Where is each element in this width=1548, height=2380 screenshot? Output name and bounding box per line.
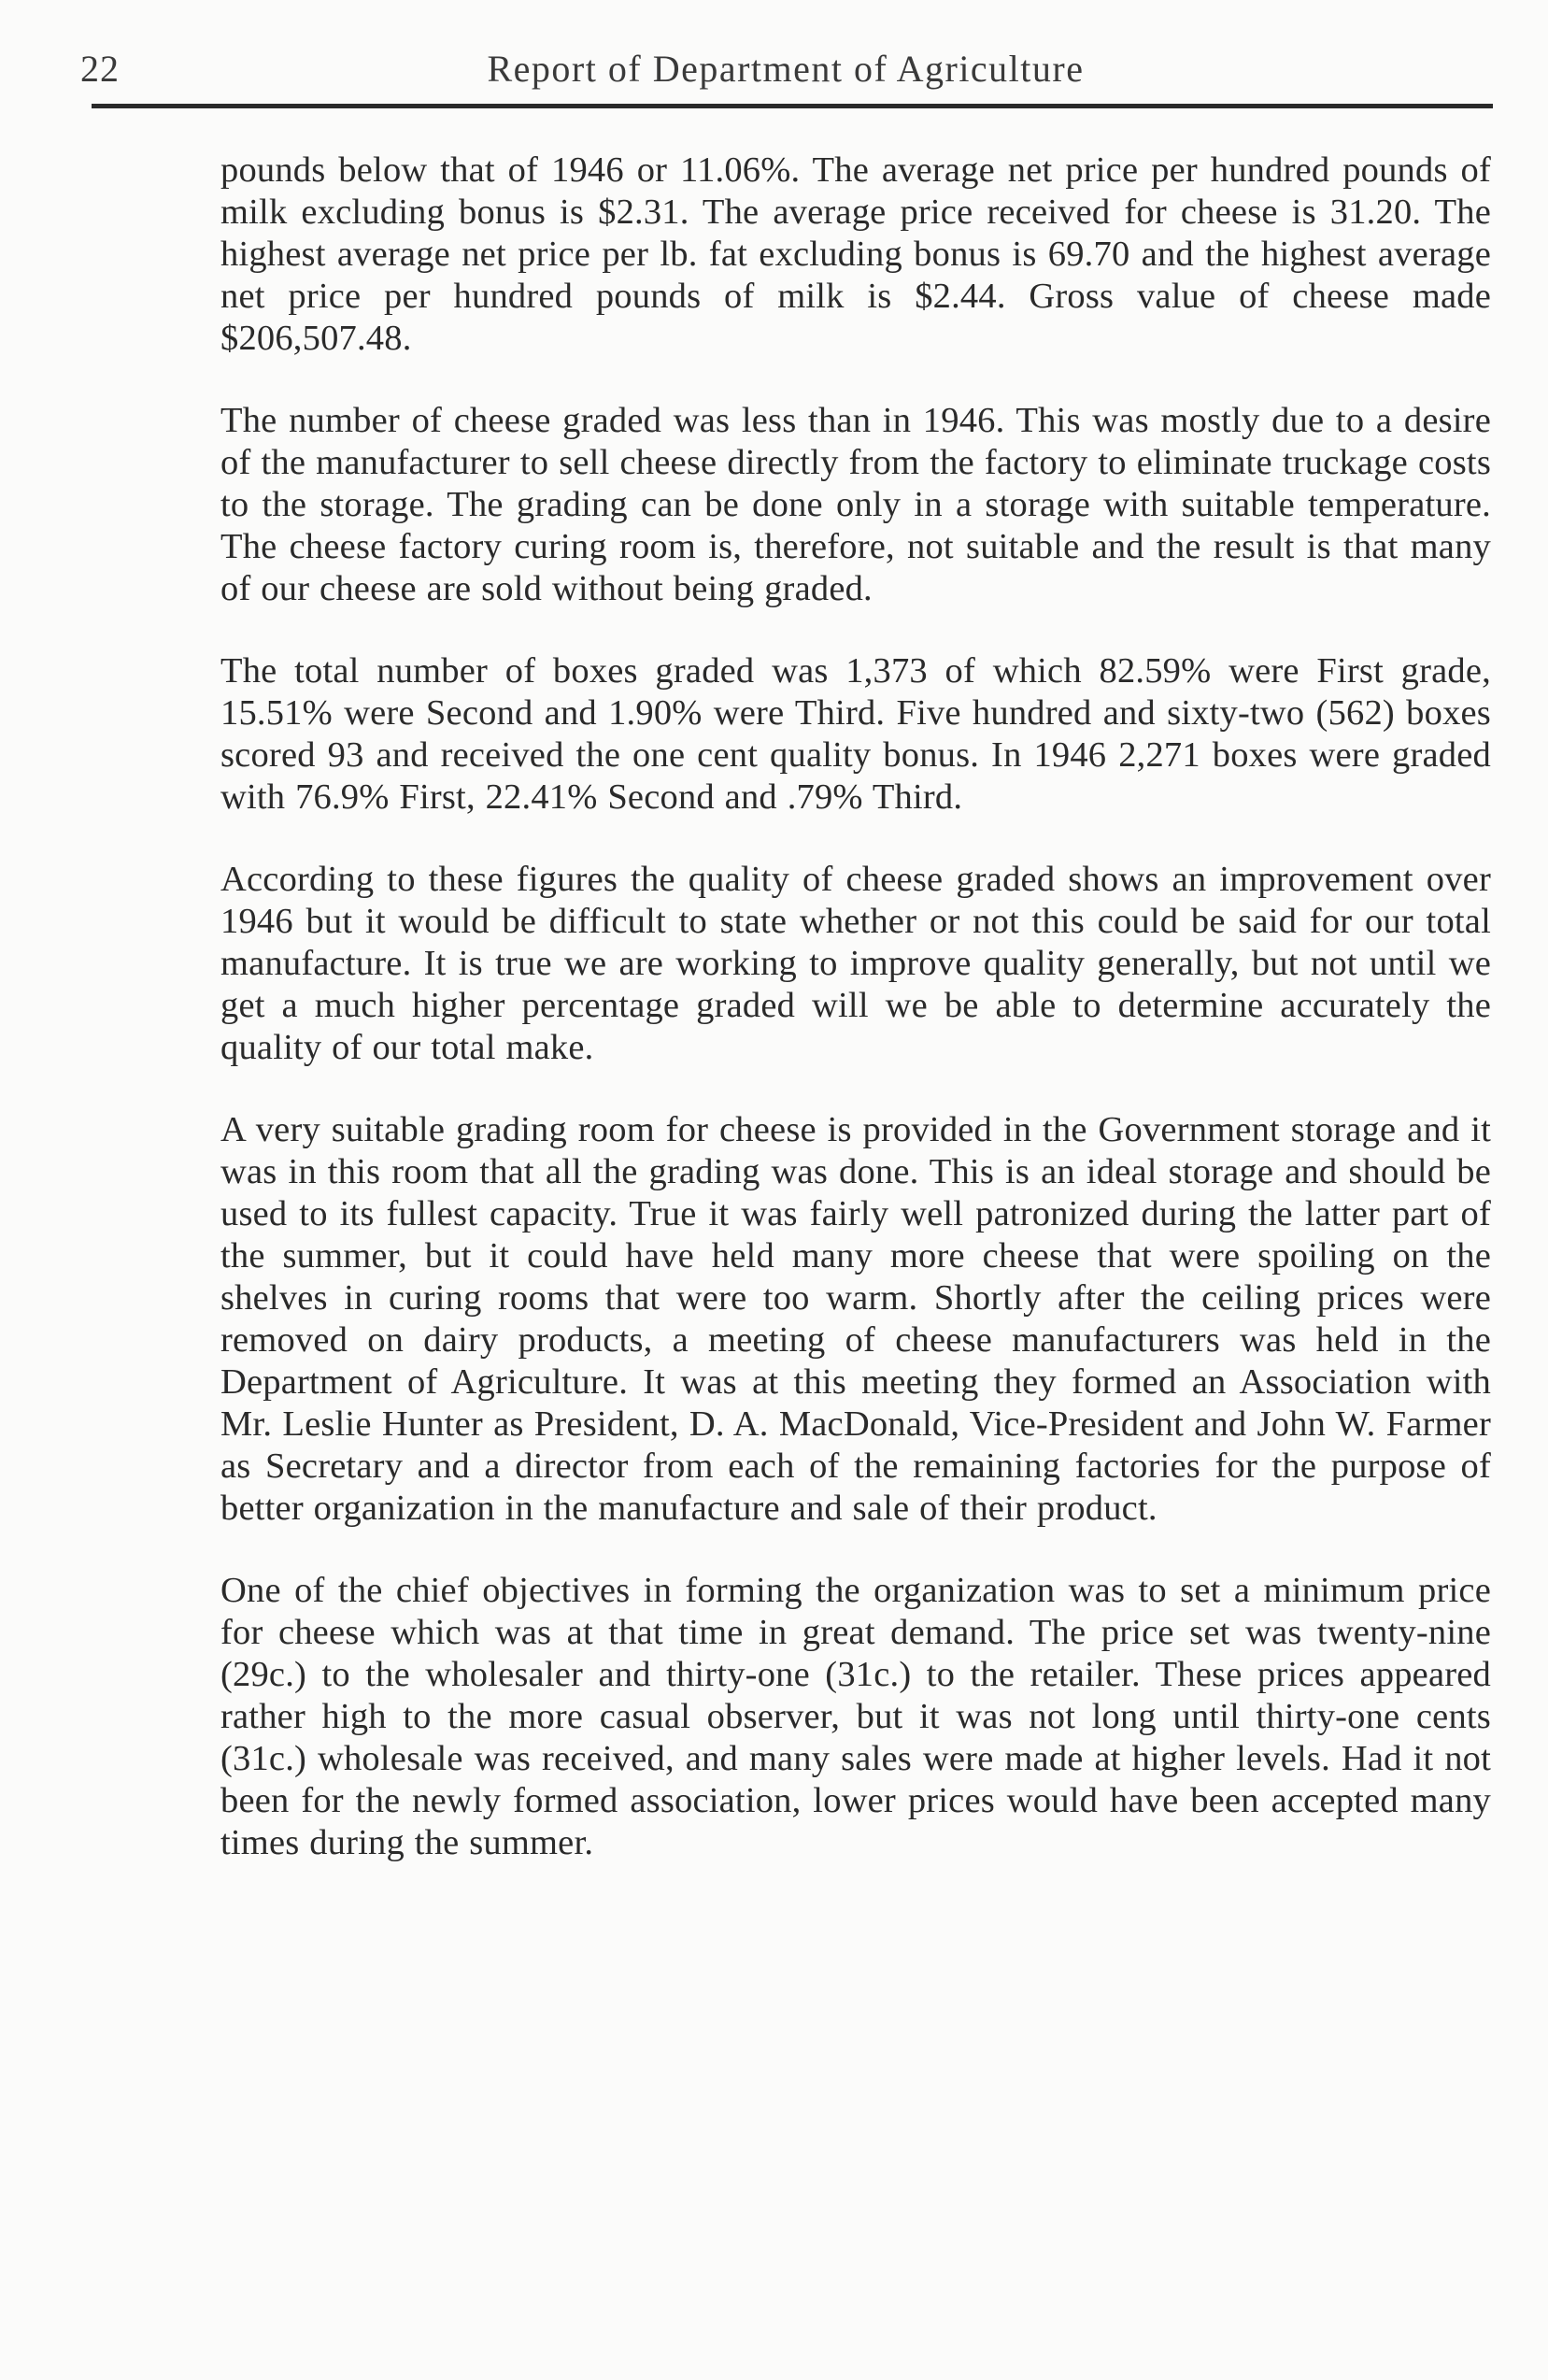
paragraph: The total number of boxes graded was 1,373 of which 82.59% were First grade, 15.51% were Second and 1.90% were Third. Five hundred and sixty-two (562) boxes scored 93 and received the one cent quality bonus. In 1946 2,271 boxes were graded with 76.9% First, 22.41% Second and .79% Third. xyxy=(220,651,1491,817)
body-text xyxy=(220,150,1491,1904)
paragraph: According to these figures the quality of cheese graded shows an improvement over 1946 but it would be difficult to state whether or not this could be said for our total manufacture. It is true we are working to improve quality generally, but not until we get a much higher percentage graded will we be able to determine accurately the quality of our total make. xyxy=(220,860,1491,1067)
running-head: Report of Department of Agriculture xyxy=(487,48,1085,90)
page-header xyxy=(80,47,1491,103)
page-number: 22 xyxy=(80,48,120,90)
paragraph: A very suitable grading room for cheese is provided in the Government storage and it was in this room that all the grading was done. This is an ideal storage and should be used to its fullest capacity. True it was fairly well patronized during the latter part of the summer, but it could have held many more cheese that were spoiling on the shelves in curing rooms that were too warm. Shortly after the ceiling prices were removed on dairy products, a meeting of cheese manufacturers was held in the Department of Agriculture. It was at this meeting they formed an Association with Mr. Leslie Hunter as President, D. A. MacDonald, Vice-President and John W. Farmer as Secretary and a director from each of the remaining factories for the purpose of better organization in the manufacture and sale of their product. xyxy=(220,1110,1491,1528)
paragraph: The number of cheese graded was less than in 1946. This was mostly due to a desire of the manufacturer to sell cheese directly from the factory to eliminate truckage costs to the storage. The grading can be done only in a storage with suitable temperature. The cheese factory curing room is, therefore, not suitable and the result is that many of our cheese are sold without being graded. xyxy=(220,401,1491,608)
paragraph: One of the chief objectives in forming the organization was to set a minimum price for cheese which was at that time in great demand. The price set was twenty-nine (29c.) to the wholesaler and thirty-one (31c.) to the retailer. These prices appeared rather high to the more casual observer, but it was not long until thirty-one cents (31c.) wholesale was received, and many sales were made at higher levels. Had it not been for the newly formed association, lower prices would have been accepted many times during the summer. xyxy=(220,1571,1491,1862)
header-rule xyxy=(92,104,1493,108)
paragraph: pounds below that of 1946 or 11.06%. The average net price per hundred pounds of milk excluding bonus is $2.31. The average price received for cheese is 31.20. The highest average net price per lb. fat excluding bonus is 69.70 and the highest average net price per hundred pounds of milk is $2.44. Gross value of cheese made $206,507.48. xyxy=(220,150,1491,358)
